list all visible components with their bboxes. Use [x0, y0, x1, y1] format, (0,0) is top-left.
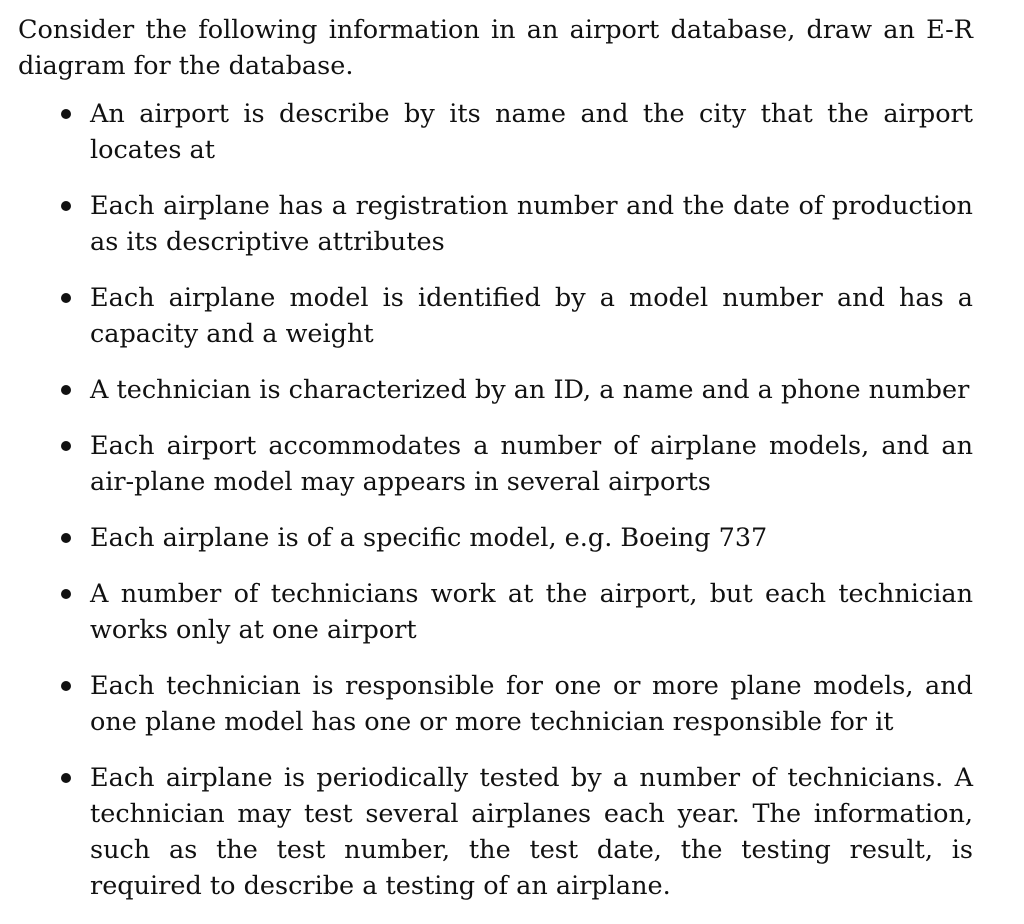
list-item-text: Each airplane is periodically tested by a number of technicians. A technician may test several airplanes each year. The information, such as the test number, the test date, the testing result, is required to describe a testing of an airplane.	[90, 763, 973, 901]
list-item-text: Each airport accommodates a number of airplane models, and an air-plane model may appears in several airports	[90, 431, 973, 497]
list-item-airplane-model	[18, 280, 973, 352]
bullet-icon	[61, 533, 71, 543]
list-item-airport	[18, 96, 973, 168]
bullet-icon	[61, 385, 71, 395]
list-item-text: A number of technicians work at the airport, but each technician works only at one airport	[90, 579, 973, 645]
list-item-testing	[18, 760, 973, 904]
list-item-of-model	[18, 520, 973, 556]
list-item-technician	[18, 372, 973, 408]
document-page	[18, 12, 973, 924]
list-item-airplane	[18, 188, 973, 260]
list-item-accommodates	[18, 428, 973, 500]
list-item-text: Each airplane model is identified by a model number and has a capacity and a weight	[90, 283, 973, 349]
bullet-icon	[61, 293, 71, 303]
list-item-text: Each technician is responsible for one or more plane models, and one plane model has one or more technician responsible for it	[90, 671, 973, 737]
list-item-text: An airport is describe by its name and the city that the airport locates at	[90, 99, 973, 165]
bullet-icon	[61, 773, 71, 783]
list-item-responsible-for	[18, 668, 973, 740]
intro-paragraph: Consider the following information in an airport database, draw an E-R diagram for the database.	[18, 15, 973, 81]
list-item-text: Each airplane is of a specific model, e.g. Boeing 737	[90, 523, 768, 553]
bullet-icon	[61, 109, 71, 119]
requirements-list	[18, 96, 973, 904]
bullet-icon	[61, 201, 71, 211]
bullet-icon	[61, 681, 71, 691]
list-item-text: A technician is characterized by an ID, a name and a phone number	[90, 375, 970, 405]
list-item-works-at	[18, 576, 973, 648]
bullet-icon	[61, 441, 71, 451]
list-item-text: Each airplane has a registration number and the date of production as its descriptive attributes	[90, 191, 973, 257]
bullet-icon	[61, 589, 71, 599]
